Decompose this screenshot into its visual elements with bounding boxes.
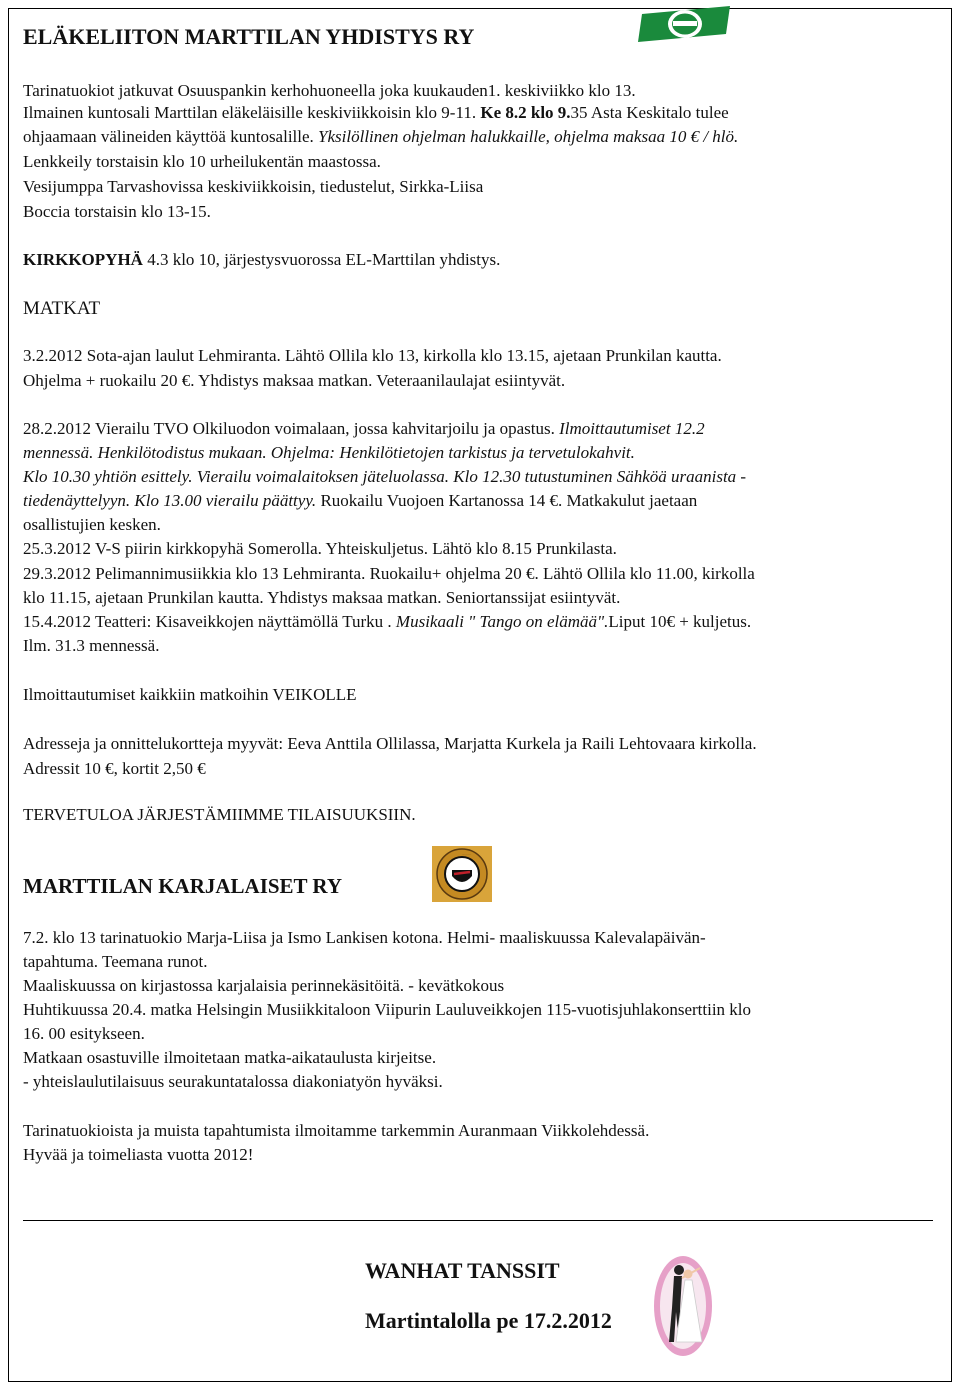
text-line: ohjaamaan välineiden käyttöä kuntosalille. Yksilöllinen ohjelman halukkaille, ohjelma maksaa 10 € / hlö.: [23, 127, 739, 146]
cards-line: Adressit 10 €, kortit 2,50 €: [23, 759, 206, 778]
cards-line: Adresseja ja onnittelukortteja myyvät: Eeva Anttila Ollilassa, Marjatta Kurkela ja Raili Lehtovaara kirkolla.: [23, 734, 757, 753]
trip-line: Klo 10.30 yhtiön esittely. Vierailu voimalaitoksen jäteluolassa. Klo 12.30 tutustuminen Sähköä uraanista -: [23, 467, 747, 486]
trip-line: Ohjelma + ruokailu 20 €. Yhdistys maksaa matkan. Veteraanilaulajat esiintyvät.: [23, 371, 566, 390]
logo-text: EL: [685, 28, 687, 29]
trip-line: 29.3.2012 Pelimannimusiikkia klo 13 Lehmiranta. Ruokailu+ ohjelma 20 €. Lähtö Ollila klo 11.00, kirkolla: [23, 564, 755, 583]
text-line: Ilmainen kuntosali Marttilan eläkeläisille keskiviikkoisin klo 9-11. Ke 8.2 klo 9.35 Asta Keskitalo tulee: [23, 103, 729, 122]
text-line: Boccia torstaisin klo 13-15.: [23, 202, 211, 221]
section-title-elakeliitto: ELÄKELIITON MARTTILAN YHDISTYS RY: [23, 24, 475, 49]
trip-line: Ilm. 31.3 mennessä.: [23, 636, 160, 655]
text-line: Tarinatuokiot jatkuvat Osuuspankin kerhohuoneella joka kuukauden1. keskiviikko klo 13.: [23, 81, 636, 100]
trip-line: osallistujien kesken.: [23, 515, 161, 534]
event-line: Matkaan osastuville ilmoitetaan matka-aikataulusta kirjeitse.: [23, 1048, 437, 1067]
logo-text: KARJALAN LIITTO: [462, 855, 471, 856]
trip-line: 3.2.2012 Sota-ajan laulut Lehmiranta. Lähtö Ollila klo 13, kirkolla klo 13.15, ajetaan Prunkilan kautta.: [23, 346, 722, 365]
kirkkopyha-line: KIRKKOPYHÄ 4.3 klo 10, järjestysvuorossa EL-Marttilan yhdistys.: [23, 250, 501, 269]
matkat-heading: MATKAT: [23, 298, 101, 319]
dancing-couple-image: [652, 1250, 714, 1358]
event-line: - yhteislaulutilaisuus seurakuntatalossa diakoniatyön hyväksi.: [23, 1072, 443, 1091]
wanhat-date: Martintalolla pe 17.2.2012: [365, 1308, 612, 1333]
karjalan-liitto-logo: [432, 846, 492, 902]
event-line: Hyvää ja toimeliasta vuotta 2012!: [23, 1145, 254, 1164]
trip-line: 25.3.2012 V-S piirin kirkkopyhä Somerolla. Yhteiskuljetus. Lähtö klo 8.15 Prunkilasta.: [23, 539, 617, 558]
event-line: Huhtikuussa 20.4. matka Helsingin Musiikkitaloon Viipurin Lauluveikkojen 115-vuotisjuhlakonserttiin klo: [23, 1000, 752, 1019]
elakeliitto-logo: [638, 4, 734, 46]
trip-line: 28.2.2012 Vierailu TVO Olkiluodon voimalaan, jossa kahvitarjoilu ja opastus. Ilmoittautumiset 12.2: [23, 419, 705, 438]
event-line: 16. 00 esitykseen.: [23, 1024, 145, 1043]
event-line: tapahtuma. Teemana runot.: [23, 952, 208, 971]
section-title-karjalaiset: MARTTILAN KARJALAISET RY: [23, 874, 343, 898]
event-line: Maaliskuussa on kirjastossa karjalaisia perinnekäsitöitä. - kevätkokous: [23, 976, 505, 995]
trip-line: 15.4.2012 Teatteri: Kisaveikkojen näyttämöllä Turku . Musikaali " Tango on elämää".Liput 10€ + kuljetus.: [23, 612, 752, 631]
divider-line: [23, 1220, 933, 1221]
text-line: Lenkkeily torstaisin klo 10 urheilukentän maastossa.: [23, 152, 381, 171]
event-line: Tarinatuokioista ja muista tapahtumista ilmoitamme tarkemmin Auranmaan Viikkolehdessä.: [23, 1121, 650, 1140]
trip-line: tiedenäyttelyyn. Klo 13.00 vierailu päättyy. Ruokailu Vuojoen Kartanossa 14 €. Matkakulut jaetaan: [23, 491, 698, 510]
registration-note: Ilmoittautumiset kaikkiin matkoihin VEIKOLLE: [23, 685, 357, 704]
wanhat-title: WANHAT TANSSIT: [365, 1258, 560, 1283]
welcome-line: TERVETULOA JÄRJESTÄMIIMME TILAISUUKSIIN.: [23, 805, 416, 824]
trip-line: mennessä. Henkilötodistus mukaan. Ohjelma: Henkilötietojen tarkistus ja tervetulokahvit.: [23, 443, 635, 462]
trip-line: klo 11.15, ajetaan Prunkilan kautta. Yhdistys maksaa matkan. Seniortanssijat esiintyvät.: [23, 588, 621, 607]
text-line: Vesijumppa Tarvashovissa keskiviikkoisin, tiedustelut, Sirkka-Liisa: [23, 177, 484, 196]
event-line: 7.2. klo 13 tarinatuokio Marja-Liisa ja Ismo Lankisen kotona. Helmi- maaliskuussa Kalevalapäivän-: [23, 928, 706, 947]
